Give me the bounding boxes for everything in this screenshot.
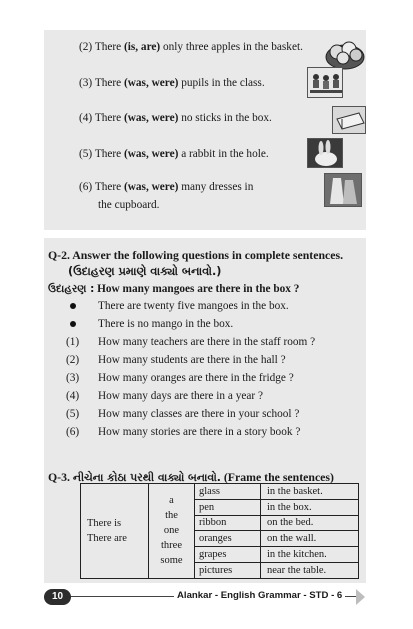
place-cell: in the basket.	[261, 484, 359, 500]
noun-cell: pictures	[195, 562, 261, 578]
noun-cell: ribbon	[195, 515, 261, 531]
bullet-icon	[70, 303, 76, 309]
place-cell: near the table.	[261, 562, 359, 578]
book-title: Alankar - English Grammar - STD - 6	[174, 590, 345, 601]
noun-cell: pen	[195, 499, 261, 515]
place-cell: in the box.	[261, 499, 359, 515]
example-question: How many mangoes are there in the box ?	[97, 283, 300, 295]
question-2-title: Q-2. Answer the following questions in complete sentences.	[48, 248, 344, 262]
question-item: (6) How many stories are there in a story book ?	[66, 426, 301, 438]
substitution-table	[80, 483, 359, 579]
example-answer: There is no mango in the box.	[66, 318, 233, 330]
place-cell: in the kitchen.	[261, 547, 359, 563]
exercise-item: (3) There (was, were) pupils in the class.	[79, 77, 265, 89]
exercise-item: (2) There (is, are) only three apples in the basket.	[79, 41, 303, 53]
cupboard-dresses-image	[324, 173, 362, 207]
question-item: (4) How many days are there in a year ?	[66, 390, 263, 402]
noun-cell: grapes	[195, 547, 261, 563]
exercise-item: (5) There (was, were) a rabbit in the hole.	[79, 148, 269, 160]
determiner-cell: a the one three some	[149, 484, 195, 579]
example-label: ઉદાહરણ :	[48, 283, 95, 295]
noun-cell: glass	[195, 484, 261, 500]
arrow-right-icon	[356, 589, 365, 605]
place-cell: on the bed.	[261, 515, 359, 531]
example-answer: There are twenty five mangoes in the box.	[66, 300, 289, 312]
apple-basket-image	[324, 37, 366, 71]
box-image	[332, 106, 366, 134]
exercise-item-continuation: the cupboard.	[98, 199, 160, 211]
exercise-item: (4) There (was, were) no sticks in the box.	[79, 112, 272, 124]
place-cell: on the wall.	[261, 531, 359, 547]
question-item: (3) How many oranges are there in the fridge ?	[66, 372, 294, 384]
subject-cell: There is There are	[81, 484, 149, 579]
classroom-image	[307, 67, 343, 98]
question-item: (5) How many classes are there in your school ?	[66, 408, 300, 420]
example-line	[48, 283, 299, 296]
question-2-instruction: (ઉદાહરણ પ્રમાણે વાક્યો બનાવો.)	[68, 265, 222, 278]
question-3-title: Q-3. નીચેના કોઠા પરથી વાક્યો બનાવો. (Frame the sentences)	[48, 470, 334, 484]
rabbit-image	[307, 138, 343, 168]
exercise-item: (6) There (was, were) many dresses in the cupboard.	[79, 181, 254, 211]
question-item: (2) How many students are there in the hall ?	[66, 354, 286, 366]
bullet-icon	[70, 321, 76, 327]
page-number: 10	[44, 589, 71, 605]
question-item: (1) How many teachers are there in the staff room ?	[66, 336, 316, 348]
noun-cell: oranges	[195, 531, 261, 547]
